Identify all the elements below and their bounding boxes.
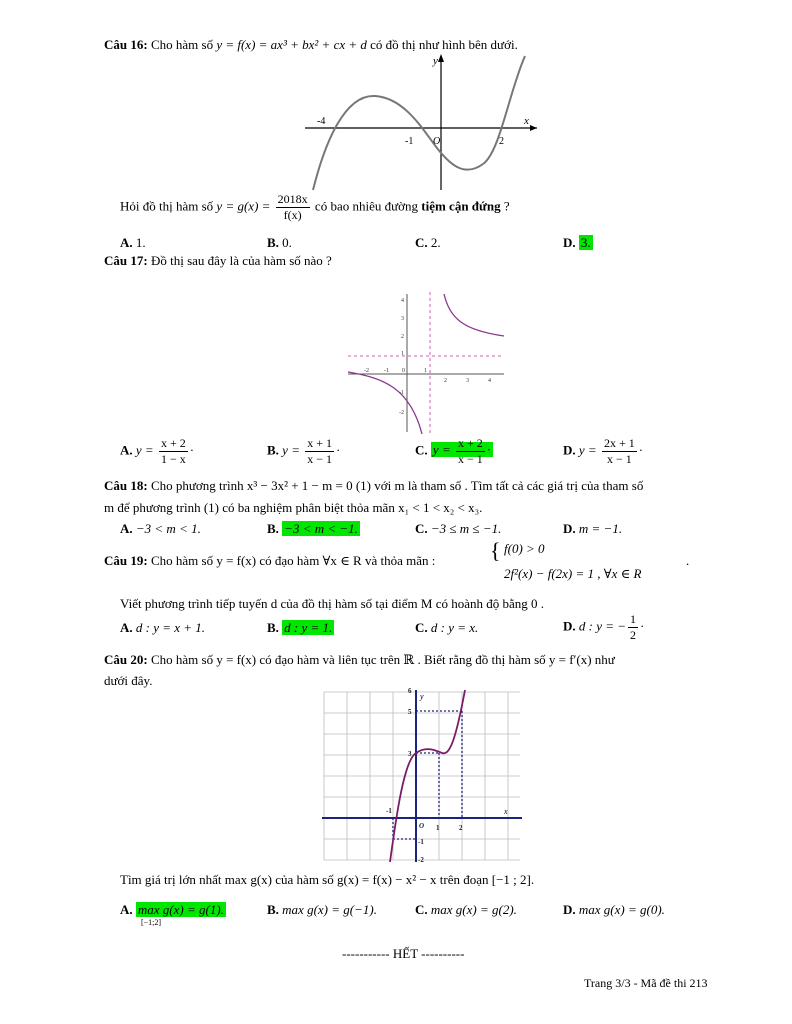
svg-text:2: 2 [499, 136, 504, 147]
svg-text:-4: -4 [317, 116, 326, 127]
svg-text:-1: -1 [386, 807, 392, 815]
q16-fraction: $\frac{2018x}{f(x)}$ [277, 192, 308, 222]
q16-option-b[interactable]: B. 0. [267, 235, 292, 250]
q16-option-a[interactable]: A. 1. [120, 235, 146, 250]
q17-option-d[interactable]: D. y = $\frac{2x + 1}{x - 1}$ · [563, 436, 644, 466]
question-16-label: Câu 16: [104, 37, 148, 52]
question-20-label: Câu 20: [104, 652, 148, 667]
y-axis-arrow-icon [438, 54, 444, 62]
q16-cubic-graph [305, 52, 545, 192]
page-footer: Trang 3/3 - Mã đề thi 213 [584, 976, 708, 990]
question-18-line2: m để phương trình (1) có ba nghiệm phân biệt thỏa mãn x₁ < 1 < x₂ < x₃. [104, 500, 483, 515]
x-axis-arrow-icon [530, 125, 537, 131]
q16-question: Hỏi đồ thị hàm số y = g(x) = $\frac{2018x}{f(x)}$ có bao nhiêu đường tiệm cận đứng ? [120, 192, 510, 222]
question-19-stem: Câu 19: Cho hàm số y = f(x) có đạo hàm ∀x ∈ R và thỏa mãn : [104, 553, 436, 568]
q20-option-b[interactable]: B. max g(x) = g(−1). [267, 902, 377, 917]
svg-text:-2: -2 [418, 856, 424, 863]
q19-option-c[interactable]: C. d : y = x. [415, 620, 479, 635]
question-18-stem: Câu 18: Cho phương trình x³ − 3x² + 1 − m = 0 (1) với m là tham số . Tìm tất cả các giá trị của tham số [104, 478, 644, 493]
svg-text:3: 3 [408, 750, 412, 758]
svg-text:-1: -1 [399, 390, 404, 396]
svg-text:1: 1 [436, 824, 440, 832]
svg-text:1: 1 [424, 368, 427, 374]
q18-option-d[interactable]: D. m = −1. [563, 521, 623, 536]
svg-text:3: 3 [466, 378, 469, 384]
svg-text:4: 4 [488, 378, 491, 384]
q18-option-c[interactable]: C. −3 ≤ m ≤ −1. [415, 521, 502, 536]
question-17-label: Câu 17: [104, 253, 148, 268]
svg-text:5: 5 [408, 708, 412, 716]
q19-option-d[interactable]: D. d : y = − $\frac{1}{2}$ · [563, 612, 645, 642]
q17-hyperbola-graph [344, 288, 509, 436]
svg-text:1: 1 [401, 351, 404, 357]
q19-condition-1: f(0) > 0 [504, 541, 545, 556]
q20-option-a[interactable]: A. max g(x) = g(1). [120, 902, 224, 917]
q19-option-b[interactable]: B. d : y = 1. [267, 620, 333, 635]
highlighted-answer: max g(x) = g(1). [137, 902, 224, 917]
q18-option-a[interactable]: A. −3 < m < 1. [120, 521, 201, 536]
svg-text:2: 2 [459, 824, 463, 832]
end-marker: ----------- HẾT ---------- [342, 946, 465, 961]
highlighted-answer: −3 < m < −1. [284, 521, 358, 536]
q16-option-c[interactable]: C. 2. [415, 235, 441, 250]
svg-text:-2: -2 [399, 410, 404, 416]
q20-option-c[interactable]: C. max g(x) = g(2). [415, 902, 517, 917]
svg-text:y: y [433, 55, 438, 67]
svg-text:2: 2 [444, 378, 447, 384]
question-19-line2: Viết phương trình tiếp tuyến d của đồ thị hàm số tại điểm M có hoành độ bằng 0 . [120, 596, 545, 611]
q20-question: Tìm giá trị lớn nhất max g(x) của hàm số g(x) = f(x) − x² − x trên đoạn [−1 ; 2]. [120, 872, 535, 887]
q20-derivative-graph [320, 688, 525, 863]
svg-text:O: O [433, 136, 441, 147]
curve-lower-branch [348, 372, 422, 434]
q16-formula: y = f(x) = ax³ + bx² + cx + d [216, 37, 367, 52]
svg-text:x: x [504, 807, 508, 816]
highlighted-answer: d : y = 1. [284, 620, 333, 635]
svg-text:-1: -1 [418, 838, 424, 846]
svg-text:O: O [419, 822, 425, 830]
q19-condition-2: 2f²(x) − f(2x) = 1 , ∀x ∈ R [504, 566, 642, 581]
svg-text:2: 2 [401, 334, 404, 340]
q18-option-b[interactable]: B. −3 < m < −1. [267, 521, 358, 536]
svg-text:3: 3 [401, 316, 404, 322]
svg-text:-1: -1 [384, 368, 389, 374]
question-17-stem: Câu 17: Đồ thị sau đây là của hàm số nào ? [104, 253, 332, 268]
q20-subscript: [−1;2] [141, 918, 162, 927]
svg-text:-2: -2 [364, 368, 369, 374]
question-20-line2: dưới đây. [104, 673, 153, 688]
q17-option-b[interactable]: B. y = $\frac{x + 1}{x - 1}$ · [267, 436, 341, 466]
q17-option-c[interactable]: C. y = $\frac{x + 2}{x - 1}$ · [415, 436, 492, 466]
q16-option-d[interactable]: D. 3. [563, 235, 591, 250]
question-16-stem: Câu 16: Cho hàm số y = f(x) = ax³ + bx² + cx + d có đồ thị như hình bên dưới. [104, 37, 518, 52]
question-18-label: Câu 18: [104, 478, 148, 493]
question-20-stem: Câu 20: Cho hàm số y = f(x) có đạo hàm và liên tục trên ℝ . Biết rằng đồ thị hàm số y = f′(x) như [104, 652, 615, 667]
question-19-label: Câu 19: [104, 553, 148, 568]
guide-lines [393, 711, 462, 839]
q19-option-a[interactable]: A. d : y = x + 1. [120, 620, 206, 635]
svg-text:0: 0 [402, 368, 405, 374]
svg-text:-1: -1 [405, 136, 414, 147]
curve-upper-branch [444, 294, 504, 336]
q20-option-d[interactable]: D. max g(x) = g(0). [563, 902, 665, 917]
svg-text:y: y [420, 692, 424, 701]
highlighted-answer: y = $\frac{x + 2}{x - 1}$ · [432, 436, 492, 466]
cubic-curve [313, 56, 525, 190]
highlighted-answer: 3. [580, 235, 591, 250]
system-brace: { [490, 538, 501, 563]
grid [324, 692, 520, 860]
svg-text:4: 4 [401, 298, 404, 304]
q17-option-a[interactable]: A. y = $\frac{x + 2}{1 - x}$ · [120, 436, 195, 466]
svg-text:x: x [524, 115, 529, 127]
svg-text:6: 6 [408, 688, 412, 695]
